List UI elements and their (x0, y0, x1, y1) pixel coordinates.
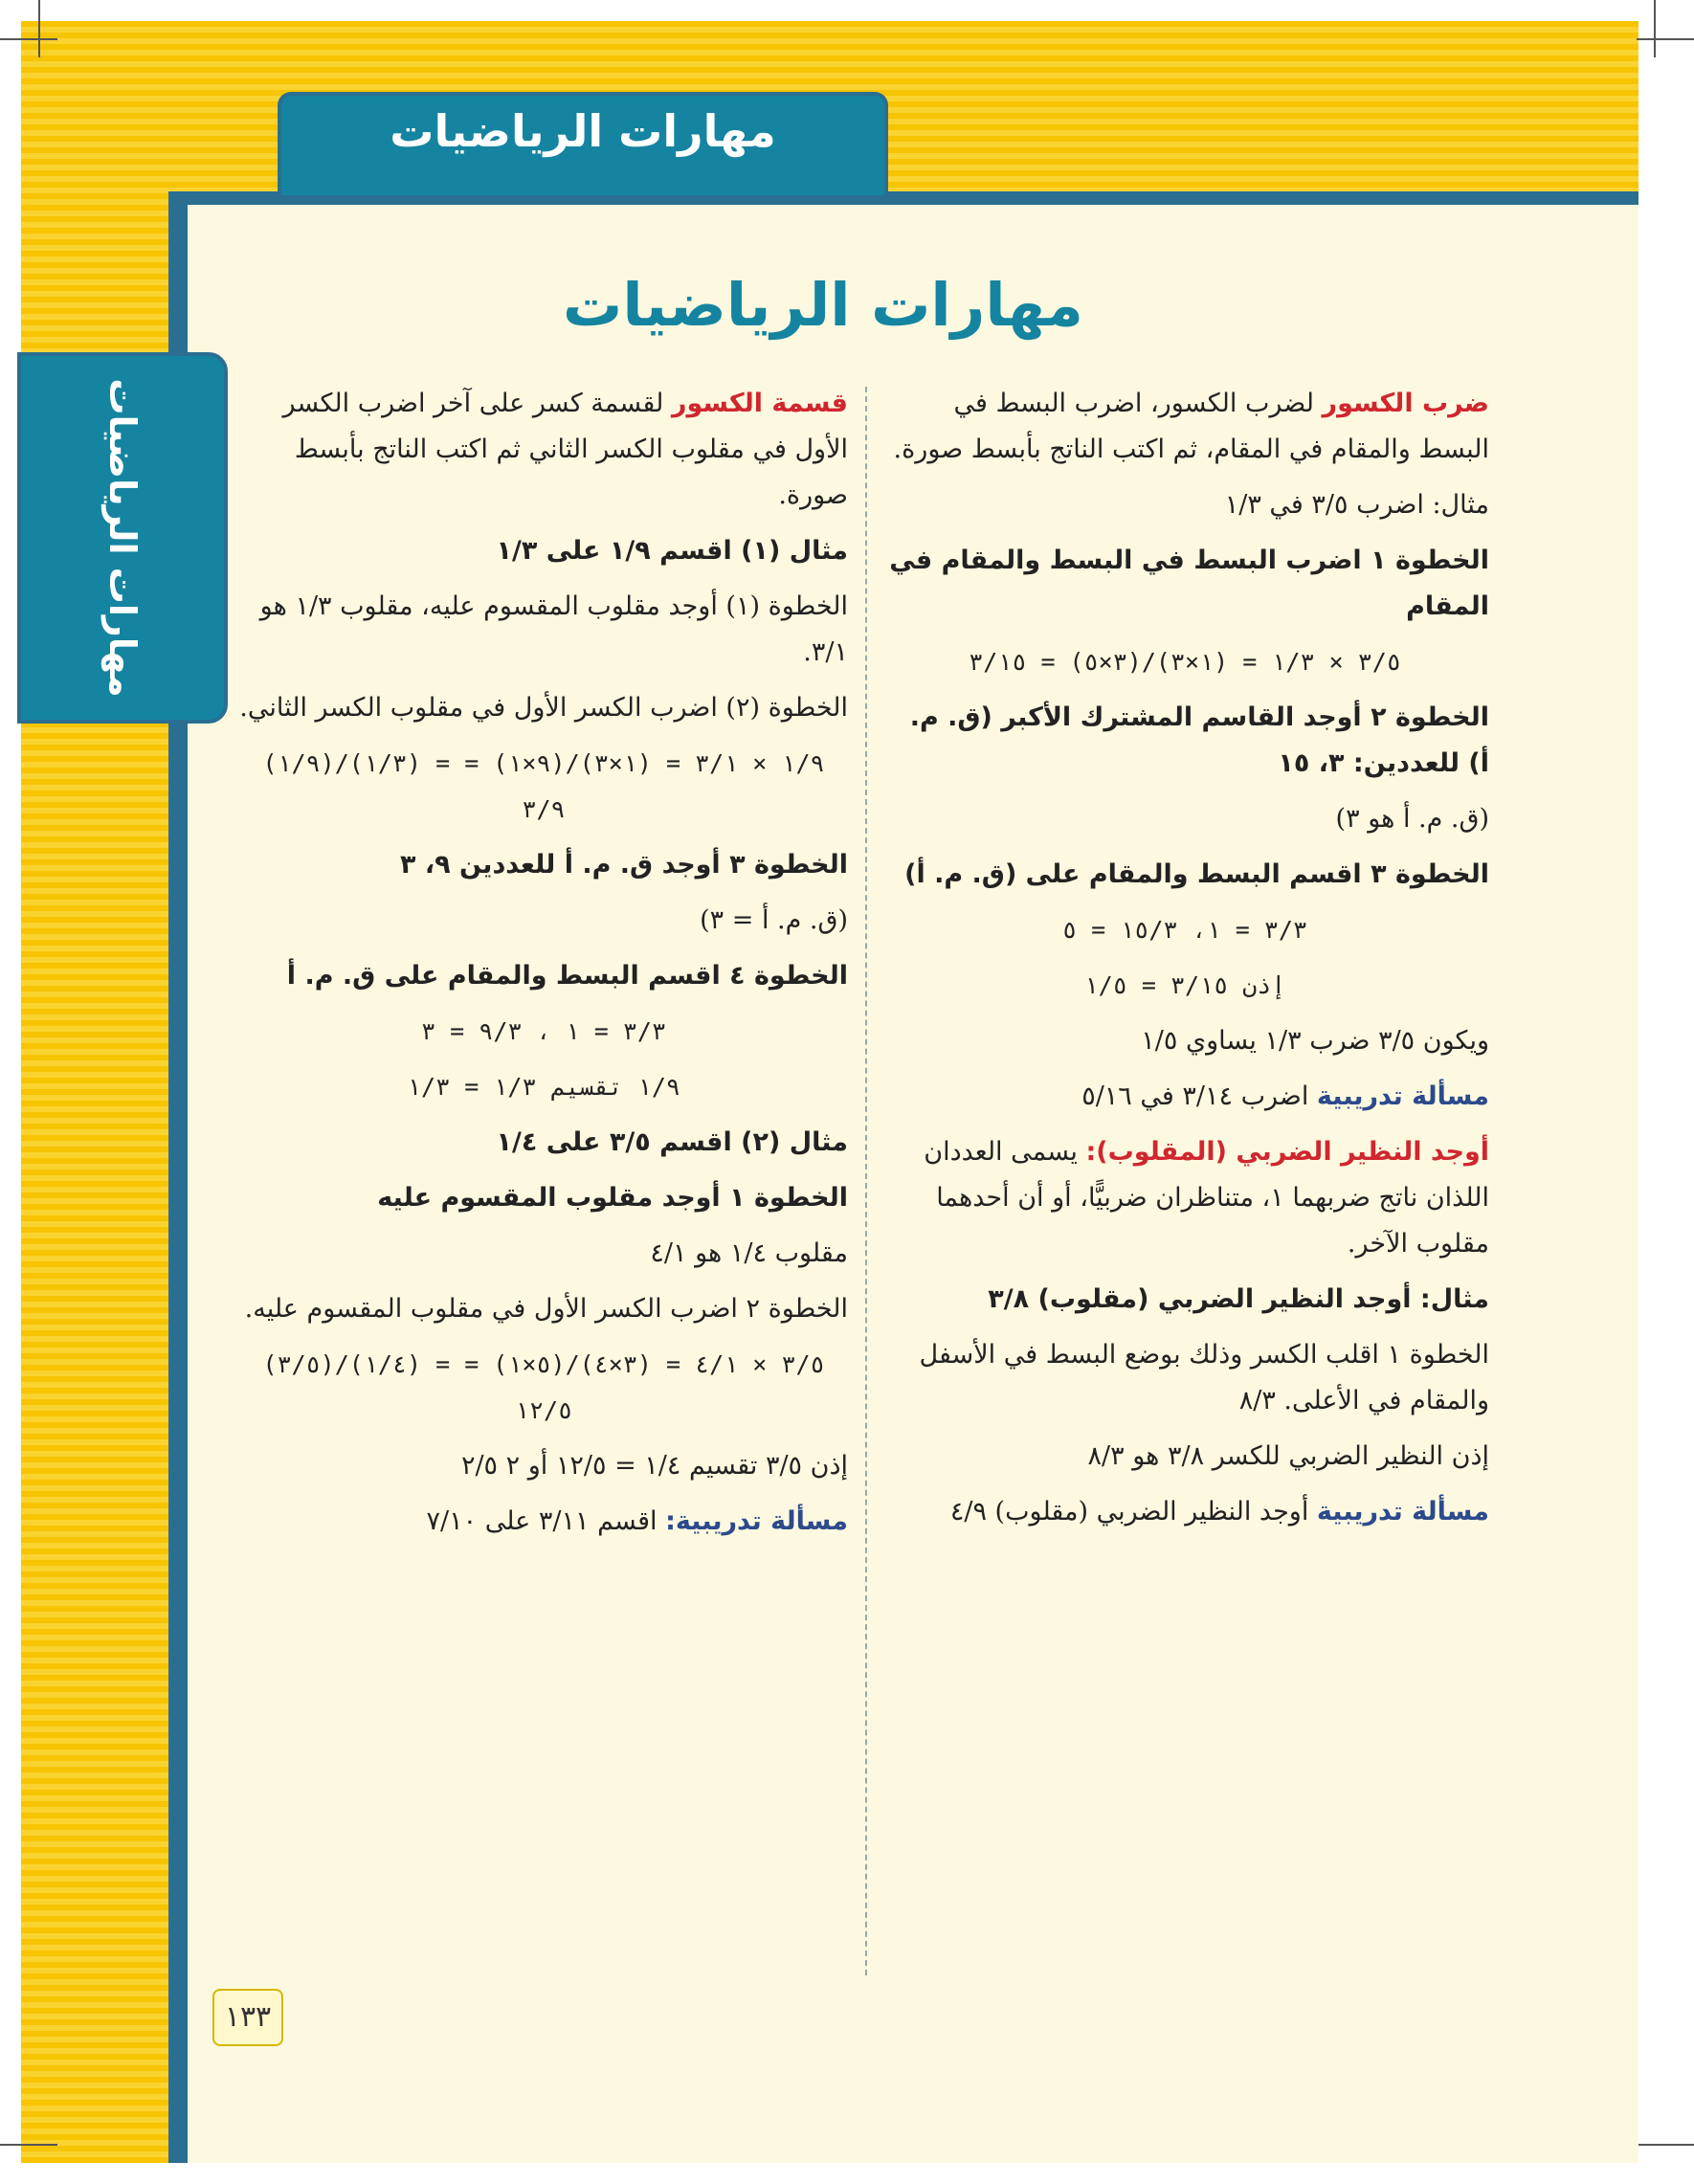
division-intro (239, 381, 848, 519)
practice-label: مسألة تدريبية (1316, 1497, 1489, 1527)
example-2-step-2: الخطوة ٢ اضرب الكسر الأول في مقلوب المقسوم عليه. (244, 1294, 848, 1324)
practice-2 (880, 1489, 1489, 1535)
practice-3 (239, 1499, 848, 1545)
example-1-step-2: الخطوة (٢) اضرب الكسر الأول في مقلوب الكسر الثاني. (239, 693, 848, 723)
example-2-reciprocal: مقلوب ١/٤ هو ٤/١ (650, 1238, 848, 1268)
practice-text: اقسم ٣/١١ على ٧/١٠ (426, 1506, 658, 1536)
reciprocal-step-1: الخطوة ١ اقلب الكسر وذلك بوضع البسط في الأسفل والمقام في الأعلى. ٨/٣ (919, 1340, 1489, 1415)
practice-label: مسألة تدريبية (1316, 1081, 1489, 1111)
page-title: مهارات الرياضيات (563, 270, 1083, 340)
example-2-result: إذن ٣/٥ تقسيم ١/٤ = ١٢/٥ أو ٢ ٢/٥ (460, 1451, 848, 1481)
crop-mark (38, 0, 40, 57)
gcf-line: (ق. م. أ هو ٣) (1335, 804, 1489, 834)
example-2-step-1: الخطوة ١ أوجد مقلوب المقسوم عليه (377, 1183, 848, 1213)
page-number: ١٣٣ (212, 1989, 283, 2046)
multiply-heading: ضرب الكسور (1322, 389, 1489, 418)
example-1-equation-4: ٣/٣ = ١ ، ٩/٣ = ٣ (421, 1017, 666, 1045)
crop-mark (0, 38, 57, 40)
example-1-equation: (١/٩)/(١/٣) = ١/٩ × ٣/١ = (١×٣)/(٩×١) = ٣/٩ (262, 749, 825, 823)
example-1-step-4: الخطوة ٤ اقسم البسط والمقام على ق. م. أ (286, 961, 848, 991)
division-text: لقسمة كسر على آخر اضرب الكسر الأول في مقلوب الكسر الثاني ثم اكتب الناتج بأبسط صورة. (282, 389, 848, 510)
side-tab-title: مهارات الرياضيات (101, 378, 144, 698)
step-1: الخطوة ١ اضرب البسط في البسط والمقام في المقام (889, 546, 1489, 621)
reciprocal-heading: أوجد النظير الضربي (المقلوب): (1085, 1137, 1489, 1167)
multiply-text: لضرب الكسور، اضرب البسط في البسط والمقام في المقام، ثم اكتب الناتج بأبسط صورة. (893, 389, 1489, 464)
reciprocal-example: مثال: أوجد النظير الضربي (مقلوب) ٣/٨ (988, 1284, 1489, 1314)
left-column (239, 381, 848, 1554)
equation-3a: ٣/٣ = ١، ١٥/٣ = ٥ (1062, 916, 1307, 944)
crop-mark (1654, 0, 1656, 57)
crop-mark (0, 2144, 57, 2146)
example-1-step-1: الخطوة (١) أوجد مقلوب المقسوم عليه، مقلوب ١/٣ هو ٣/١. (259, 591, 848, 667)
equation-1: ٣/٥ × ١/٣ = (١×٣)/(٣×٥) = ٣/١٥ (969, 648, 1401, 676)
division-heading: قسمة الكسور (671, 389, 848, 418)
side-tab (17, 352, 228, 724)
example-2-equation: (٣/٥)/(١/٤) = ٣/٥ × ٤/١ = (٣×٤)/(٥×١) = ١٢/٥ (262, 1350, 825, 1424)
reciprocal-intro (880, 1129, 1489, 1267)
header-tab-title: مهارات الرياضيات (390, 105, 776, 157)
step-3: الخطوة ٣ اقسم البسط والمقام على (ق. م. أ) (904, 859, 1489, 889)
example-2: مثال (٢) اقسم ٣/٥ على ١/٤ (496, 1127, 848, 1157)
practice-text: أوجد النظير الضربي (مقلوب) ٤/٩ (949, 1497, 1309, 1527)
reciprocal-text: يسمى العددان اللذان ناتج ضربهما ١، متناظران ضربيًّا، أو أن أحدهما مقلوب الآخر. (924, 1137, 1489, 1259)
header-tab (278, 92, 888, 195)
practice-label: مسألة تدريبية: (665, 1506, 848, 1536)
example-1: مثال (١) اقسم ١/٩ على ١/٣ (496, 536, 848, 566)
crop-mark (1637, 2144, 1694, 2146)
crop-mark (1637, 38, 1694, 40)
multiply-intro (880, 381, 1489, 473)
reciprocal-result: إذن النظير الضربي للكسر ٣/٨ هو ٨/٣ (1087, 1441, 1489, 1471)
equation-3b: إذن ٣/١٥ = ١/٥ (1083, 971, 1286, 999)
practice-text: اضرب ٣/١٤ في ٥/١٦ (1081, 1081, 1309, 1111)
example-1-result: ١/٩ تقسيم ١/٣ = ١/٣ (407, 1073, 680, 1101)
column-divider (865, 387, 867, 1975)
result-line: ويكون ٣/٥ ضرب ١/٣ يساوي ١/٥ (1141, 1026, 1489, 1056)
example-1-gcf: (ق. م. أ = ٣) (700, 905, 848, 935)
example-line: مثال: اضرب ٣/٥ في ١/٣ (1224, 490, 1489, 520)
right-column (880, 381, 1489, 1545)
step-2: الخطوة ٢ أوجد القاسم المشترك الأكبر (ق. م. أ) للعددين: ٣، ١٥ (909, 702, 1489, 778)
practice-1 (880, 1074, 1489, 1120)
example-1-step-3: الخطوة ٣ أوجد ق. م. أ للعددين ٩، ٣ (399, 850, 848, 880)
